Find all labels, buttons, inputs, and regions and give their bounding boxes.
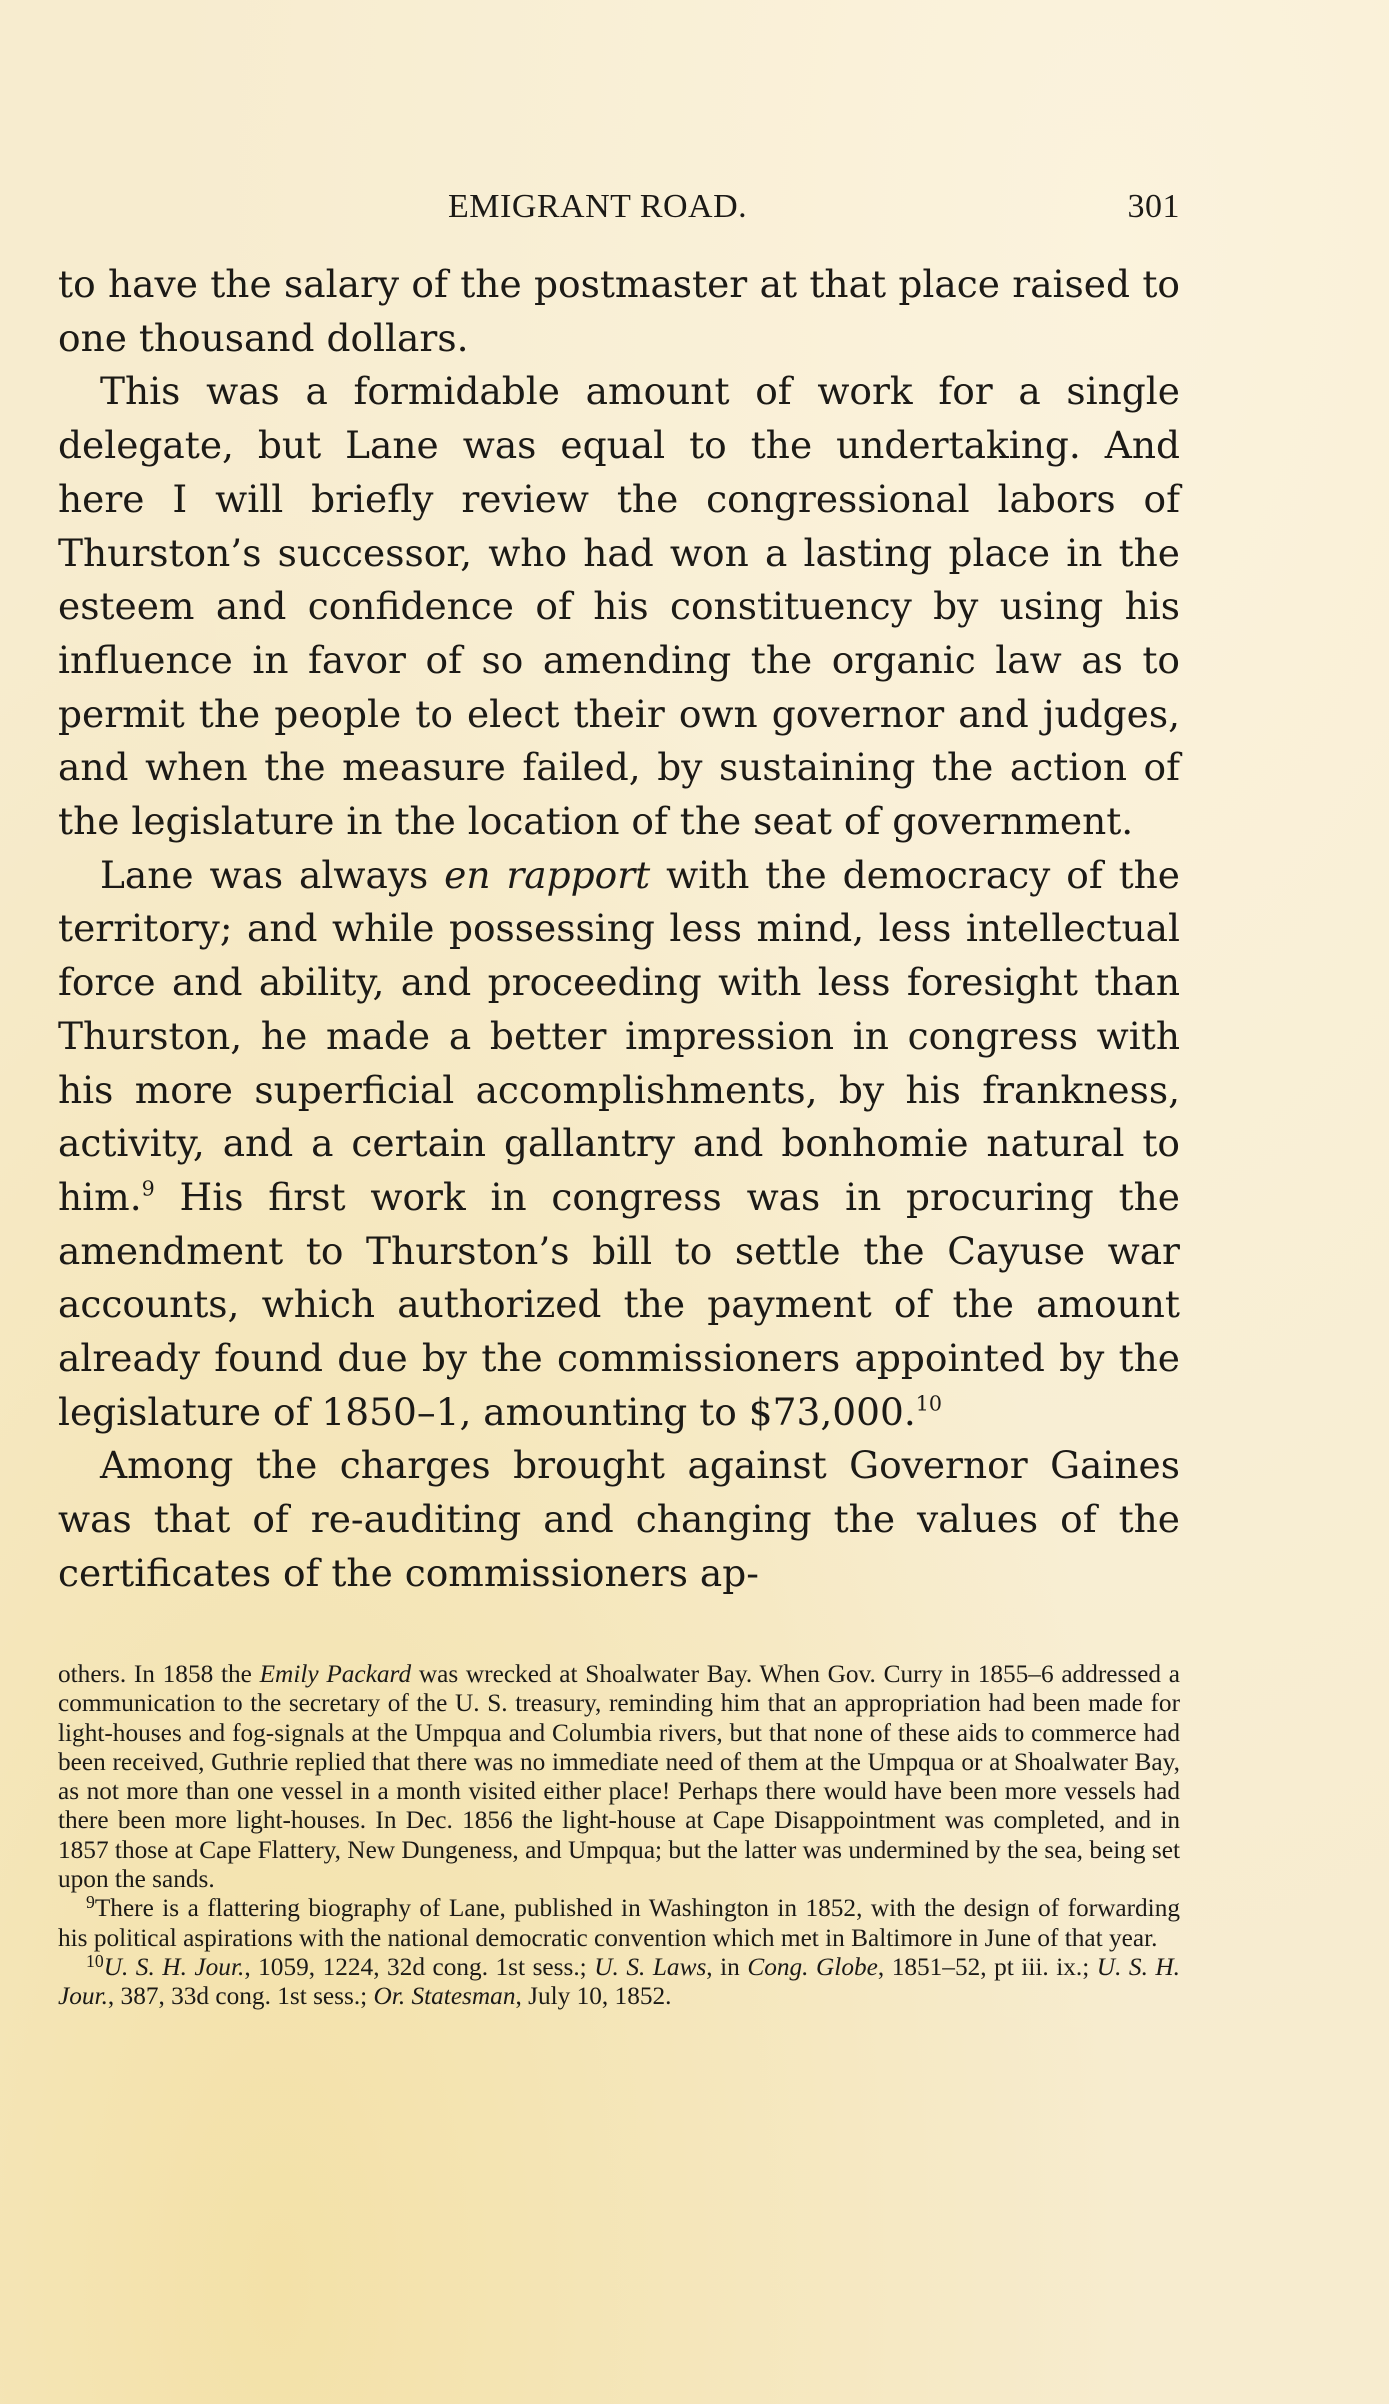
citation-title: Cong. Globe bbox=[747, 1952, 878, 1981]
paragraph-continued bbox=[58, 258, 1180, 365]
footnote-marker: 10 bbox=[86, 1951, 104, 1971]
page-number: 301 bbox=[1127, 188, 1180, 225]
main-text bbox=[58, 258, 1180, 1601]
footnote-text: , 1851–52, pt iii. ix.; bbox=[877, 1952, 1097, 1981]
footnotes bbox=[58, 1660, 1180, 2012]
footnote-text: , July 10, 1852. bbox=[515, 1982, 672, 2011]
footnote-text: others. In 1858 the bbox=[58, 1660, 260, 1688]
footnote-text: was wrecked at Shoalwater Bay. When Gov. Curry in 1855–6 addressed a communication to the secretary of the U. S. treasury, reminding him that an appropriation had been made for light-houses and fog-signals at the Umpqua and Columbia rivers, but that none of these aids to commerce had been received, Guthrie replied that there was no immediate need of them at the Umpqua or at Shoalwater Bay, as not more than one vessel in a month visited either place! Perhaps there would have been more vessels had there been more light-houses. In Dec. 1856 the light-house at Cape Disappointment was completed, and in 1857 those at Cape Flattery, New Dungeness, and Umpqua; but the latter was undermined by the sea, being set upon the sands. bbox=[58, 1660, 1181, 1894]
citation-title: U. S. Laws bbox=[594, 1952, 707, 1981]
paragraph bbox=[58, 1439, 1180, 1600]
running-head: EMIGRANT ROAD. bbox=[448, 188, 748, 225]
citation-title: Or. Statesman bbox=[373, 1982, 516, 2011]
paragraph bbox=[58, 365, 1180, 848]
citation-title: U. S. H. Jour. bbox=[103, 1952, 245, 1981]
paragraph-text: This was a formidable amount of work for a single delegate, but Lane was equal to the undertaking. And here I will briefly review the congressional labors of Thurston’s successor, who had won a lasting place in the esteem and confidence of his constituency by using his influence in favor of so amending the organic law as to permit the people to elect their own governor and judges, and when the measure failed, by sustaining the action of the legislature in the location of the seat of government. bbox=[58, 369, 1180, 844]
footnote-9 bbox=[58, 1894, 1180, 1953]
paragraph-text: Among the charges brought against Governor Gaines was that of re-auditing and changing the values of the certificates of the commissioners ap- bbox=[58, 1443, 1180, 1595]
footnote-text: , 1059, 1224, 32d cong. 1st sess.; bbox=[244, 1952, 595, 1981]
paragraph-text: His first work in congress was in procuring the amendment to Thurston’s bill to settle the Cayuse war accounts, which authorized the payment of the amount already found due by the commissioners appointed by the legislature of 1850–1, amounting to $73,000. bbox=[58, 1174, 1180, 1434]
footnote-reference: 10 bbox=[915, 1391, 943, 1416]
paragraph bbox=[58, 849, 1180, 1440]
footnote-reference: 9 bbox=[141, 1176, 155, 1201]
italic-phrase: en rapport bbox=[444, 852, 651, 897]
footnote-marker: 9 bbox=[86, 1892, 95, 1913]
footnote-10 bbox=[58, 1953, 1180, 2012]
paragraph-text: to have the salary of the postmaster at that place raised to one thousand dollars. bbox=[58, 262, 1180, 360]
paragraph-text: Lane was always bbox=[100, 852, 445, 897]
citation-title: U. S. H. Jour. bbox=[58, 1952, 1181, 2011]
footnote-text: There is a flattering biography of Lane, published in Washington in 1852, with the design of forwarding his political aspirations with the national democratic convention which met in Baltimore in June of that year. bbox=[58, 1894, 1180, 1952]
footnote-text: , in bbox=[706, 1952, 748, 1981]
footnote-text: , 387, 33d cong. 1st sess.; bbox=[107, 1982, 374, 2011]
ship-name: Emily Packard bbox=[259, 1660, 412, 1688]
footnote-continued bbox=[58, 1660, 1180, 1894]
paragraph-text: with the democracy of the territory; and while possessing less mind, less intellectual force and ability, and proceeding with less foresight than Thurston, he made a better impression in congress with his more superficial accomplishments, by his frankness, activity, and a certain gallantry and bonhomie natural to him. bbox=[58, 852, 1180, 1219]
